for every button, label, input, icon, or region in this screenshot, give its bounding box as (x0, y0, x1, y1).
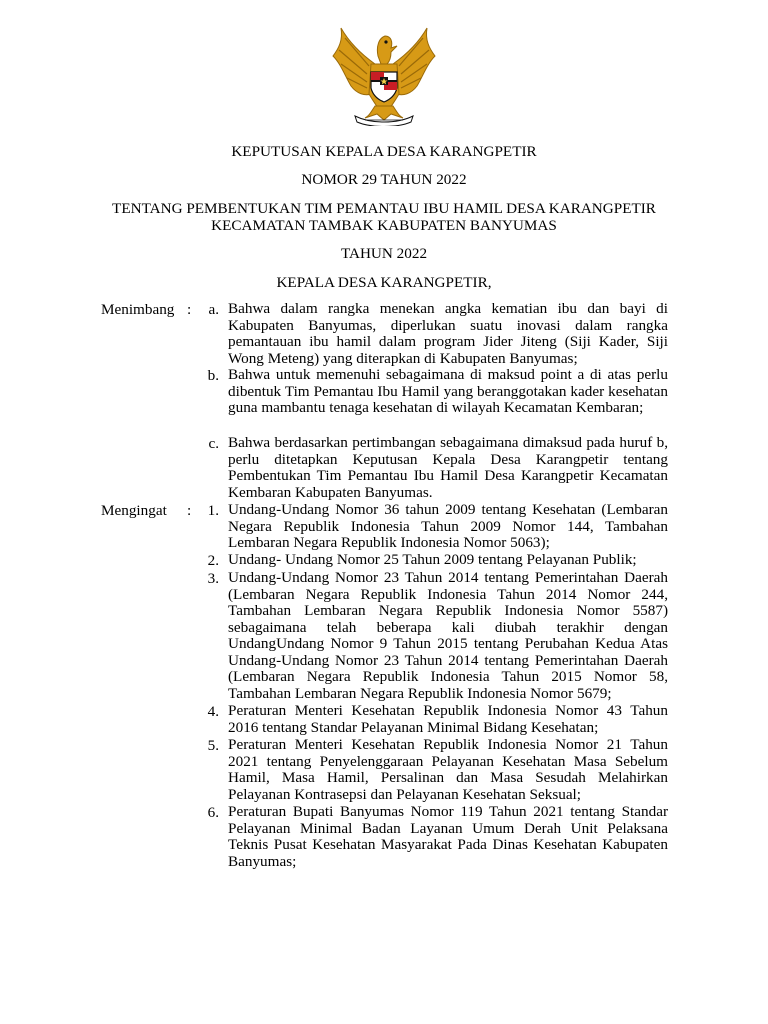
document-year: TAHUN 2022 (340, 245, 428, 262)
list-item-text: Peraturan Menteri Kesehatan Republik Indonesia Nomor 21 Tahun 2021 tentang Penyelenggaraan Pelayanan Kesehatan Masa Sebelum Hamil, Masa Hamil, Persalinan dan Masa Sesudah Melahirkan Pelayanan Kontrasepsi dan Pelayanan Kesehatan Seksual; (228, 736, 668, 803)
list-marker: 1. (207, 502, 219, 519)
list-marker: a. (208, 301, 219, 318)
document-title: KEPUTUSAN KEPALA DESA KARANGPETIR (231, 143, 537, 160)
list-item-text: Bahwa berdasarkan pertimbangan sebagaimana dimaksud pada huruf b, perlu ditetapkan Keputusan Kepala Desa Karangpetir tentang Pembentukan Tim Pemantau Ibu Hamil Desa Karangpetir Kecamatan Kembaran Kabupaten Banyumas. (228, 434, 668, 501)
list-marker: 6. (207, 804, 219, 821)
section-label: Menimbang (101, 301, 175, 318)
document-subject-line-1: TENTANG PEMBENTUKAN TIM PEMANTAU IBU HAMIL DESA KARANGPETIR (112, 200, 656, 217)
list-item-text: Bahwa dalam rangka menekan angka kematian ibu dan bayi di Kabupaten Banyumas, diperlukan suatu inovasi dalam rangka pemantauan ibu hamil dalam program Jider Jiteng (Siji Kader, Siji Wong Meteng) yang diterapkan di Kabupaten Banyumas; (228, 300, 668, 367)
section-colon: : (187, 502, 192, 519)
document-number: NOMOR 29 TAHUN 2022 (301, 171, 467, 188)
list-marker: 2. (207, 552, 219, 569)
list-marker: 5. (207, 737, 219, 754)
list-item-text: Undang- Undang Nomor 25 Tahun 2009 tentang Pelayanan Publik; (228, 551, 637, 568)
section-label: Mengingat (101, 502, 167, 519)
garuda-pancasila-emblem-icon (331, 24, 437, 126)
list-item-text: Undang-Undang Nomor 36 tahun 2009 tentang Kesehatan (Lembaran Negara Republik Indonesia Tahun 2009 Nomor 144, Tambahan Lembaran Negara Republik Indonesia Nomor 5063); (228, 501, 668, 551)
list-marker: c. (208, 435, 219, 452)
list-item-text: Bahwa untuk memenuhi sebagaimana di maksud point a di atas perlu dibentuk Tim Pemantau Ibu Hamil yang beranggotakan kader kesehatan guna mambantu tenaga kesehatan di wilayah Kecamatan Kembaran; (228, 366, 668, 416)
issuing-authority: KEPALA DESA KARANGPETIR, (276, 274, 492, 291)
list-marker: b. (207, 367, 219, 384)
section-colon: : (187, 301, 192, 318)
list-item-text: Undang-Undang Nomor 23 Tahun 2014 tentang Pemerintahan Daerah (Lembaran Negara Republik Indonesia Tahun 2014 Nomor 244, Tambahan Lembaran Negara Republik Indonesia Nomor 5587) sebagaimana telah beberapa kali diubah terakhir dengan UndangUndang Nomor 9 Tahun 2015 tentang Perubahan Kedua Atas Undang-Undang Nomor 23 Tahun 2014 tentang Pemerintahan Daerah (Lembaran Negara Republik Indonesia Tahun 2015 Nomor 58, Tambahan Lembaran Negara Republik Indonesia Nomor 5679; (228, 569, 668, 702)
document-subject-line-2: KECAMATAN TAMBAK KABUPATEN BANYUMAS (211, 217, 557, 234)
list-marker: 4. (207, 703, 219, 720)
list-item-text: Peraturan Menteri Kesehatan Republik Indonesia Nomor 43 Tahun 2016 tentang Standar Pelayanan Minimal Bidang Kesehatan; (228, 702, 668, 736)
list-item-text: Peraturan Bupati Banyumas Nomor 119 Tahun 2021 tentang Standar Pelayanan Minimal Badan Layanan Umum Derah Unit Pelaksana Teknis Pusat Kesehatan Masyarakat Pada Dinas Kesehatan Kabupaten Banyumas; (228, 803, 668, 870)
list-marker: 3. (207, 570, 219, 587)
